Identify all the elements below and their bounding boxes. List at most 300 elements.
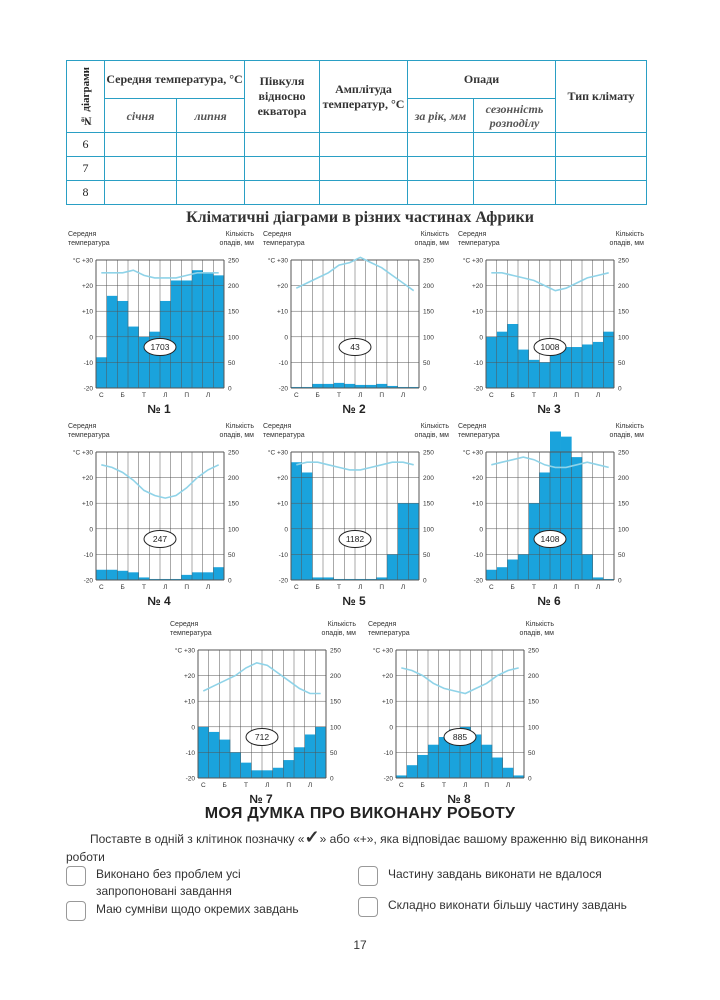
table-row	[67, 181, 647, 205]
precip-tick-label: 50	[228, 551, 236, 559]
precip-bar	[117, 301, 128, 388]
temp-tick-label: -20	[473, 577, 483, 585]
header-amplitude: Амплітуда температур, °С	[320, 61, 408, 133]
annual-precip-value: 1703	[150, 342, 170, 353]
month-label: С	[98, 584, 104, 591]
precip-bar	[571, 347, 582, 388]
month-label: Л	[307, 782, 313, 789]
precip-bar	[107, 570, 118, 580]
annual-precip-value: 885	[452, 732, 468, 743]
precip-bar	[107, 296, 118, 388]
precip-bar	[582, 554, 593, 580]
precip-bar	[561, 347, 572, 388]
month-label: Т	[337, 392, 341, 399]
temp-tick-label: -10	[83, 551, 93, 559]
temp-tick-label: °С +30	[72, 449, 93, 457]
precip-bar	[503, 768, 514, 778]
precip-bar	[181, 280, 192, 388]
precip-bar	[96, 357, 107, 388]
option-no-problems[interactable]	[66, 866, 316, 900]
cell-input[interactable]	[474, 133, 556, 157]
temp-axis-label: Середня температура	[170, 621, 212, 637]
precip-bar	[593, 342, 604, 388]
temp-tick-label: +20	[276, 283, 288, 291]
month-label: П	[574, 584, 580, 591]
precip-bar	[334, 383, 345, 388]
temp-tick-label: -20	[278, 385, 288, 393]
month-label: Л	[358, 392, 363, 399]
month-label: П	[574, 392, 580, 399]
cell-input[interactable]	[105, 133, 177, 157]
precip-tick-label: 100	[228, 334, 239, 342]
precip-tick-label: 200	[330, 673, 341, 681]
precip-bar	[550, 352, 561, 388]
temp-tick-label: 0	[389, 724, 393, 732]
temp-tick-label: -10	[83, 359, 93, 367]
precip-bar	[213, 275, 224, 388]
month-label: Л	[553, 584, 558, 591]
month-label: Л	[205, 584, 211, 591]
cell-input[interactable]	[245, 181, 320, 205]
temp-axis-label: Середня температура	[458, 231, 500, 247]
month-label: Б	[222, 782, 227, 789]
precip-tick-label: 50	[228, 359, 236, 367]
climate-chart-8	[364, 618, 554, 808]
precip-bar	[582, 344, 593, 388]
chart-number: № 4	[147, 594, 171, 608]
precip-axis-label: Кількість опадів, мм	[519, 621, 554, 637]
cell-input[interactable]	[177, 157, 245, 181]
month-label: Л	[463, 782, 468, 789]
precip-tick-label: 100	[618, 526, 629, 534]
month-label: Л	[205, 392, 211, 399]
cell-input[interactable]	[408, 133, 474, 157]
checkbox[interactable]	[66, 866, 86, 886]
temp-tick-label: +20	[381, 673, 393, 681]
header-january: січня	[105, 99, 177, 133]
precip-bar	[283, 760, 294, 778]
temp-tick-label: -20	[278, 577, 288, 585]
temp-tick-label: +10	[471, 500, 483, 508]
temp-tick-label: -10	[473, 359, 483, 367]
precip-bar	[219, 740, 230, 778]
precip-bar	[262, 770, 273, 778]
precip-tick-label: 250	[618, 449, 629, 457]
cell-input[interactable]	[556, 157, 647, 181]
chart-number: № 7	[249, 792, 273, 806]
temp-tick-label: +20	[183, 673, 195, 681]
precip-tick-label: 100	[423, 334, 434, 342]
annual-precip-value: 1008	[540, 342, 560, 353]
precip-bar	[344, 384, 355, 388]
precip-tick-label: 150	[618, 500, 629, 508]
climate-chart-4	[64, 420, 254, 610]
month-label: Т	[442, 782, 446, 789]
precip-bar	[171, 280, 182, 388]
temp-tick-label: -20	[83, 577, 93, 585]
precip-bar	[291, 462, 302, 580]
temp-tick-label: 0	[479, 334, 483, 342]
option-most-difficult[interactable]	[358, 897, 658, 917]
precip-axis-label: Кількість опадів, мм	[609, 231, 644, 247]
temp-tick-label: +10	[183, 698, 195, 706]
precip-tick-label: 250	[618, 257, 629, 265]
precip-bar	[209, 732, 220, 778]
temp-tick-label: °С +30	[462, 257, 483, 265]
precip-bar	[230, 752, 241, 778]
page-number: 17	[353, 938, 367, 952]
precip-bar	[571, 457, 582, 580]
temp-axis-label: Середня температура	[458, 423, 500, 439]
option-label: Складно виконати більшу частину завдань	[388, 898, 627, 912]
month-label: Т	[337, 584, 341, 591]
precip-axis-label: Кількість опадів, мм	[321, 621, 356, 637]
chart-svg	[259, 228, 449, 398]
precip-bar	[312, 384, 323, 388]
temp-tick-label: +20	[276, 475, 288, 483]
annual-precip-value: 1408	[540, 534, 560, 545]
checkbox[interactable]	[358, 897, 378, 917]
precip-tick-label: 250	[228, 449, 239, 457]
month-label: Т	[142, 584, 146, 591]
precip-bar	[529, 360, 540, 388]
checkbox[interactable]	[358, 866, 378, 886]
month-label: Т	[532, 584, 536, 591]
temp-tick-label: +20	[81, 475, 93, 483]
temp-tick-label: +20	[471, 475, 483, 483]
precip-bar	[213, 567, 224, 580]
row-number: 7	[67, 157, 105, 181]
precip-bar	[497, 332, 508, 388]
temp-tick-label: °С +30	[174, 647, 195, 655]
temp-tick-label: +20	[81, 283, 93, 291]
header-climate-type: Тип клімату	[556, 61, 647, 133]
temp-tick-label: -10	[185, 749, 195, 757]
month-label: Л	[358, 584, 363, 591]
month-label: Б	[315, 392, 320, 399]
precip-tick-label: 50	[528, 749, 536, 757]
precip-tick-label: 0	[330, 775, 334, 783]
precip-bar	[603, 332, 614, 388]
month-label: С	[293, 392, 299, 399]
temp-axis-label: Середня температура	[68, 231, 110, 247]
precip-bar	[294, 747, 305, 778]
precip-bar	[497, 567, 508, 580]
chart-svg	[454, 228, 644, 398]
opinion-title: МОЯ ДУМКА ПРО ВИКОНАНУ РОБОТУ	[204, 805, 516, 822]
temp-tick-label: 0	[284, 526, 288, 534]
precip-tick-label: 150	[228, 500, 239, 508]
temp-tick-label: +10	[276, 308, 288, 316]
month-label: Л	[265, 782, 270, 789]
chart-number: № 5	[342, 594, 366, 608]
cell-input[interactable]	[474, 181, 556, 205]
temp-axis-label: Середня температура	[263, 231, 305, 247]
precip-bar	[192, 572, 203, 580]
cell-input[interactable]	[556, 181, 647, 205]
header-number: № діаграми	[67, 61, 105, 133]
precip-tick-label: 250	[423, 449, 434, 457]
header-avg-temp: Середня температура, °С	[105, 61, 245, 99]
precip-tick-label: 200	[228, 475, 239, 483]
month-label: П	[484, 782, 490, 789]
cell-input[interactable]	[408, 157, 474, 181]
annual-precip-value: 43	[350, 342, 360, 353]
temp-tick-label: -20	[383, 775, 393, 783]
precip-tick-label: 50	[423, 359, 431, 367]
precip-bar	[417, 755, 428, 778]
climate-chart-6	[454, 420, 644, 610]
month-label: Л	[400, 392, 406, 399]
header-precip: Опади	[408, 61, 556, 99]
precip-axis-label: Кількість опадів, мм	[219, 231, 254, 247]
precip-bar	[305, 734, 316, 778]
temp-tick-label: +10	[381, 698, 393, 706]
temp-tick-label: -10	[383, 749, 393, 757]
section-title: Кліматичні діаграми в різних частинах Африки	[186, 209, 534, 226]
month-label: Л	[505, 782, 511, 789]
temp-tick-label: 0	[479, 526, 483, 534]
precip-bar	[518, 554, 529, 580]
temp-tick-label: °С +30	[462, 449, 483, 457]
precip-bar	[407, 765, 418, 778]
temp-tick-label: 0	[191, 724, 195, 732]
checkmark-icon: ✓	[304, 827, 320, 847]
precip-tick-label: 100	[228, 526, 239, 534]
precip-bar	[273, 768, 284, 778]
precip-tick-label: 50	[618, 359, 626, 367]
month-label: П	[184, 584, 190, 591]
climate-chart-1	[64, 228, 254, 418]
climate-chart-7	[166, 618, 356, 808]
precip-tick-label: 100	[330, 724, 341, 732]
precip-bar	[486, 570, 497, 580]
precip-bar	[128, 572, 139, 580]
chart-svg	[64, 420, 254, 590]
precip-tick-label: 100	[528, 724, 539, 732]
temp-tick-label: 0	[284, 334, 288, 342]
cell-input[interactable]	[105, 181, 177, 205]
precip-bar	[539, 362, 550, 388]
chart-number: № 2	[342, 402, 366, 416]
precip-bar	[241, 763, 252, 778]
month-label: Л	[553, 392, 558, 399]
option-doubts[interactable]	[66, 901, 356, 921]
cell-input[interactable]	[320, 157, 408, 181]
month-label: Л	[400, 584, 406, 591]
precip-tick-label: 250	[228, 257, 239, 265]
temp-tick-label: +10	[471, 308, 483, 316]
instruction-text-end: » або «+», яка відповідає вашому враженню від виконання роботи	[66, 832, 649, 864]
precip-bar	[518, 350, 529, 388]
precip-tick-label: 50	[423, 551, 431, 559]
precip-bar	[492, 758, 503, 778]
precip-bar	[323, 384, 334, 388]
precip-axis-label: Кількість опадів, мм	[414, 423, 449, 439]
cell-input[interactable]	[320, 181, 408, 205]
month-label: Л	[163, 584, 168, 591]
precip-tick-label: 100	[423, 526, 434, 534]
option-label: Виконано без проблем усі запропоновані завдання	[96, 867, 241, 898]
precip-tick-label: 0	[528, 775, 532, 783]
month-label: Б	[420, 782, 425, 789]
cell-input[interactable]	[245, 133, 320, 157]
precip-tick-label: 0	[228, 577, 232, 585]
temp-tick-label: 0	[89, 526, 93, 534]
precip-tick-label: 250	[528, 647, 539, 655]
precip-tick-label: 150	[330, 698, 341, 706]
temp-axis-label: Середня температура	[368, 621, 410, 637]
chart-number: № 3	[537, 402, 561, 416]
precip-tick-label: 0	[618, 577, 622, 585]
precip-tick-label: 150	[423, 308, 434, 316]
precip-axis-label: Кількість опадів, мм	[609, 423, 644, 439]
precip-bar	[387, 554, 398, 580]
temp-tick-label: -10	[473, 551, 483, 559]
chart-number: № 1	[147, 402, 171, 416]
precip-bar	[550, 432, 561, 580]
annual-precip-value: 712	[254, 732, 270, 743]
precip-tick-label: 150	[618, 308, 629, 316]
climate-chart-5	[259, 420, 449, 610]
precip-tick-label: 200	[228, 283, 239, 291]
precip-tick-label: 200	[618, 475, 629, 483]
precip-axis-label: Кількість опадів, мм	[219, 423, 254, 439]
month-label: Б	[510, 584, 515, 591]
precip-tick-label: 200	[423, 283, 434, 291]
precip-bar	[398, 503, 409, 580]
header-hemisphere: Півкуля відносно екватора	[245, 61, 320, 133]
checkbox[interactable]	[66, 901, 86, 921]
precip-bar	[408, 503, 419, 580]
chart-svg	[64, 228, 254, 398]
temp-axis-label: Середня температура	[263, 423, 305, 439]
precip-bar	[376, 384, 387, 388]
temp-axis-label: Середня температура	[68, 423, 110, 439]
precip-bar	[507, 324, 518, 388]
temp-tick-label: +10	[81, 308, 93, 316]
chart-svg	[364, 618, 554, 788]
cell-input[interactable]	[556, 133, 647, 157]
cell-input[interactable]	[474, 157, 556, 181]
chart-number: № 6	[537, 594, 561, 608]
precip-tick-label: 200	[528, 673, 539, 681]
precip-tick-label: 50	[618, 551, 626, 559]
month-label: С	[488, 584, 494, 591]
annual-precip-value: 247	[152, 534, 168, 545]
temp-tick-label: -20	[473, 385, 483, 393]
month-label: П	[286, 782, 292, 789]
cell-input[interactable]	[177, 133, 245, 157]
precip-bar	[117, 571, 128, 580]
cell-input[interactable]	[320, 133, 408, 157]
precip-bar	[96, 570, 107, 580]
cell-input[interactable]	[408, 181, 474, 205]
temp-tick-label: °С +30	[72, 257, 93, 265]
precip-bar	[428, 745, 439, 778]
temp-tick-label: +10	[81, 500, 93, 508]
precip-bar	[128, 327, 139, 388]
precip-tick-label: 200	[423, 475, 434, 483]
temp-tick-label: °С +30	[372, 647, 393, 655]
climate-chart-3	[454, 228, 644, 418]
header-seasonal: сезонність розподілу	[474, 99, 556, 133]
row-number: 8	[67, 181, 105, 205]
month-label: Б	[315, 584, 320, 591]
option-some-failed[interactable]	[358, 866, 658, 886]
header-per-year: за рік, мм	[408, 99, 474, 133]
temp-tick-label: °С +30	[267, 449, 288, 457]
precip-bar	[181, 575, 192, 580]
precip-tick-label: 0	[618, 385, 622, 393]
month-label: Б	[510, 392, 515, 399]
month-label: Л	[595, 584, 601, 591]
precip-bar	[507, 560, 518, 580]
temp-tick-label: -20	[185, 775, 195, 783]
precip-bar	[203, 273, 214, 388]
precip-tick-label: 150	[528, 698, 539, 706]
cell-input[interactable]	[177, 181, 245, 205]
temp-tick-label: 0	[89, 334, 93, 342]
month-label: П	[379, 392, 385, 399]
instruction-text-start: Поставте в одній з клітинок позначку «	[90, 832, 305, 846]
climate-chart-2	[259, 228, 449, 418]
cell-input[interactable]	[105, 157, 177, 181]
table-row	[67, 133, 647, 157]
precip-tick-label: 250	[330, 647, 341, 655]
temp-tick-label: °С +30	[267, 257, 288, 265]
opinion-instruction	[66, 828, 656, 866]
month-label: П	[379, 584, 385, 591]
precip-tick-label: 150	[228, 308, 239, 316]
precip-bar	[203, 572, 214, 580]
header-july: липня	[177, 99, 245, 133]
month-label: С	[398, 782, 404, 789]
month-label: Л	[163, 392, 168, 399]
precip-tick-label: 150	[423, 500, 434, 508]
precip-bar	[302, 472, 313, 580]
month-label: С	[98, 392, 104, 399]
month-label: Б	[120, 584, 125, 591]
precip-tick-label: 0	[228, 385, 232, 393]
month-label: Т	[532, 392, 536, 399]
month-label: Б	[120, 392, 125, 399]
temp-tick-label: -20	[83, 385, 93, 393]
row-number: 6	[67, 133, 105, 157]
temp-tick-label: -10	[278, 359, 288, 367]
precip-tick-label: 250	[423, 257, 434, 265]
option-label: Частину завдань виконати не вдалося	[388, 867, 602, 881]
annual-precip-value: 1182	[345, 534, 365, 545]
climate-summary-table	[66, 60, 647, 205]
temp-tick-label: -10	[278, 551, 288, 559]
cell-input[interactable]	[245, 157, 320, 181]
temp-tick-label: +20	[471, 283, 483, 291]
chart-svg	[454, 420, 644, 590]
precip-bar	[561, 437, 572, 580]
month-label: Т	[142, 392, 146, 399]
precip-tick-label: 0	[423, 577, 427, 585]
table-row	[67, 157, 647, 181]
month-label: Т	[244, 782, 248, 789]
temp-tick-label: +10	[276, 500, 288, 508]
precip-tick-label: 0	[423, 385, 427, 393]
precip-bar	[481, 745, 492, 778]
chart-number: № 8	[447, 792, 471, 806]
precip-bar	[539, 472, 550, 580]
month-label: С	[200, 782, 206, 789]
precip-tick-label: 200	[618, 283, 629, 291]
